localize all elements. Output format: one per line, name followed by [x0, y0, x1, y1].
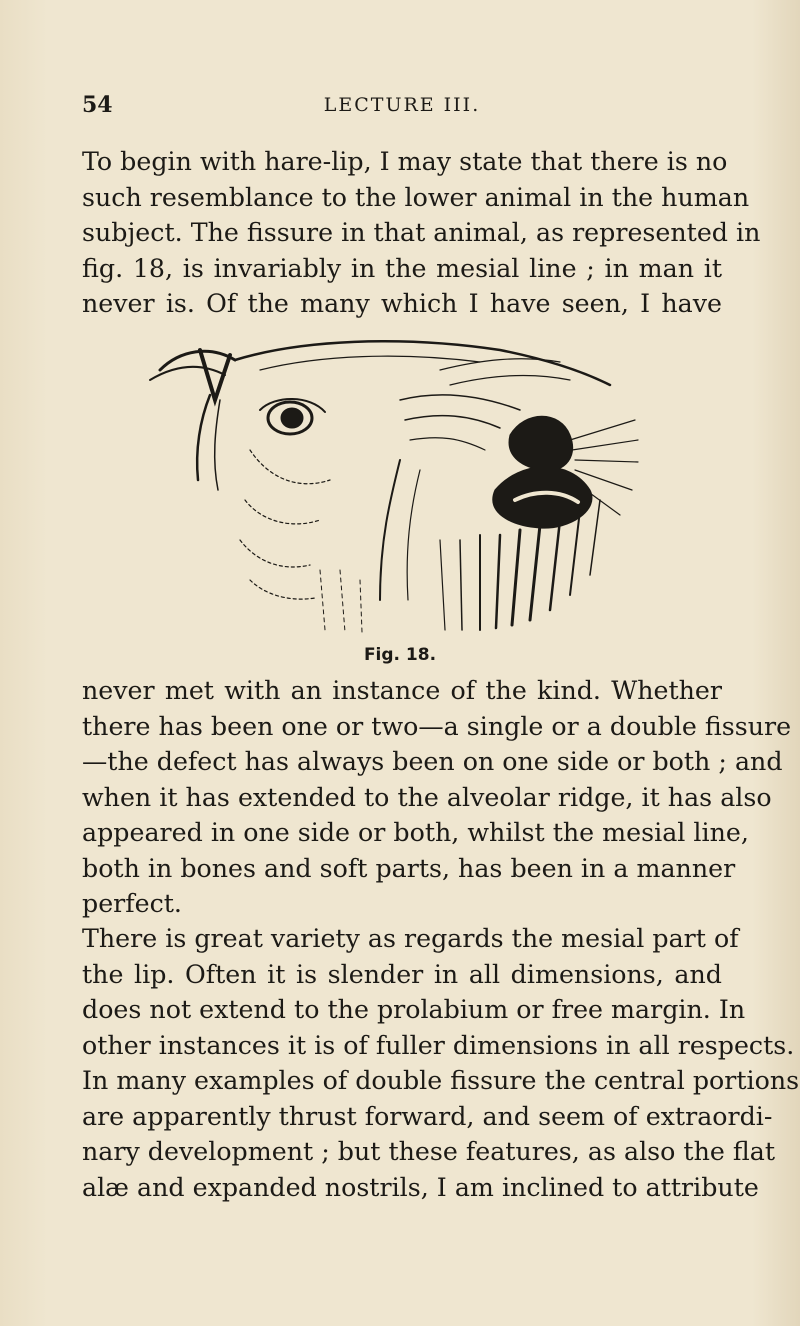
text-line: when it has extended to the alveolar ridge, it has also [82, 782, 772, 812]
text-line: other instances it is of fuller dimensions in all respects. [82, 1030, 795, 1060]
text-line: fig. 18, is invariably in the mesial line ; in man it [82, 253, 722, 283]
text-line: In many examples of double fissure the central portions [82, 1066, 800, 1095]
text-line: never met with an instance of the kind. Whether [82, 676, 722, 705]
text-line: —the defect has always been on one side or both ; and [82, 747, 783, 776]
figure-18-illustration [140, 340, 640, 640]
paragraph-top [82, 144, 761, 322]
text-line: the lip. Often it is slender in all dimensions, and [82, 959, 722, 989]
text-line: are apparently thrust forward, and seem of extraordi- [82, 1101, 773, 1131]
text-line: There is great variety as regards the mesial part of [82, 924, 739, 953]
text-line: perfect. [82, 889, 182, 918]
running-head: LECTURE III. [323, 94, 481, 116]
text-line: subject. The fissure in that animal, as represented in [82, 218, 761, 247]
text-line: there has been one or two—a single or a double fissure [82, 711, 792, 741]
text-line: never is. Of the many which I have seen, I have [82, 289, 722, 318]
page-number: 54 [82, 92, 113, 118]
hare-lip-engraving [140, 340, 640, 640]
text-line: both in bones and soft parts, has been in a manner [82, 853, 736, 883]
text-line: appeared in one side or both, whilst the mesial line, [82, 818, 749, 847]
page-header [82, 92, 722, 124]
text-line: To begin with hare-lip, I may state that there is no [82, 147, 728, 176]
text-line: alæ and expanded nostrils, I am inclined to attribute [82, 1172, 759, 1202]
text-line: such resemblance to the lower animal in the human [82, 182, 750, 212]
paragraph-bottom [82, 921, 800, 1205]
paragraph-middle [82, 673, 792, 922]
figure-caption: Fig. 18. [363, 645, 437, 665]
text-line: nary development ; but these features, as also the flat [82, 1137, 775, 1166]
text-line: does not extend to the prolabium or free margin. In [82, 995, 746, 1024]
